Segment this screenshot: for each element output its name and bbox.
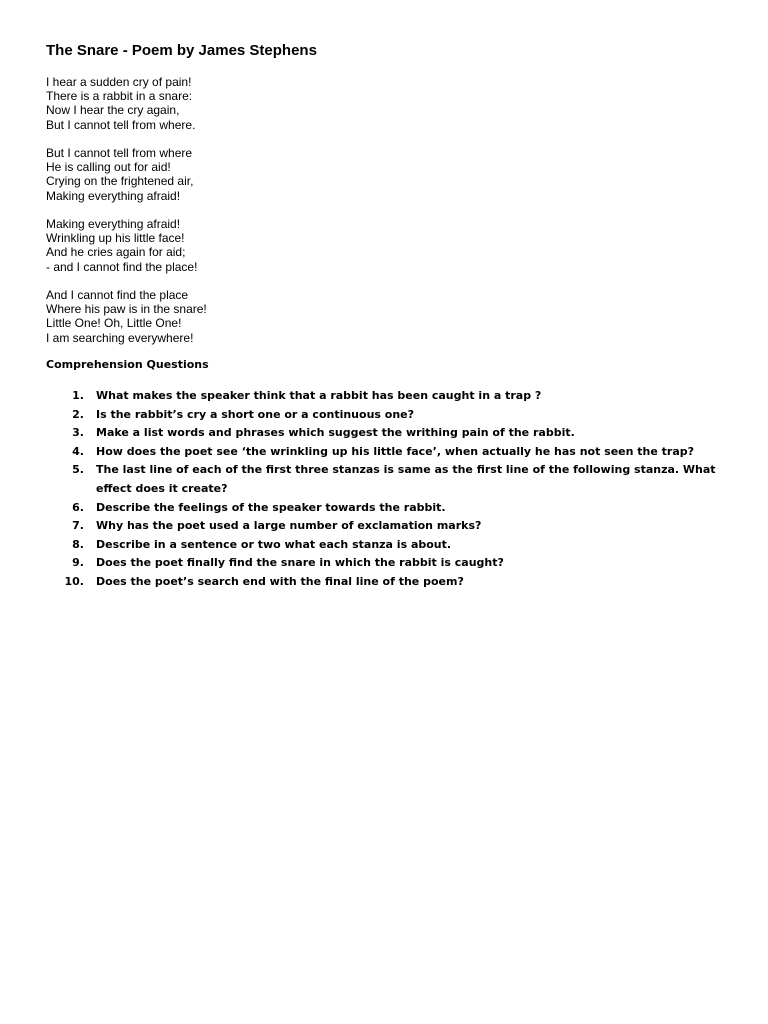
poem-line: Now I hear the cry again, [46, 103, 180, 118]
question-number-label: 10. [64, 574, 84, 588]
question-text: Why has the poet used a large number of exclamation marks? [96, 519, 482, 533]
poem-line: - and I cannot find the place! [46, 259, 198, 274]
questions-heading: Comprehension Questions [46, 358, 209, 371]
question-number-label: 6. [72, 500, 84, 514]
poem-line: He is calling out for aid! [46, 160, 171, 175]
question-number [46, 499, 96, 518]
question-number [46, 424, 96, 443]
question-item [46, 424, 716, 443]
page-title: The Snare - Poem by James Stephens [46, 42, 317, 59]
poem-body [46, 75, 726, 359]
poem-stanza [46, 288, 726, 345]
poem-line: And I cannot find the place [46, 288, 189, 302]
question-number [46, 536, 96, 555]
question-text: Does the poet finally find the snare in which the rabbit is caught? [96, 556, 504, 570]
poem-line: But I cannot tell from where. [46, 117, 196, 132]
question-item [46, 443, 716, 462]
question-text: Describe in a sentence or two what each stanza is about. [96, 537, 452, 551]
question-item [46, 517, 716, 536]
question-item [46, 536, 716, 555]
poem-line: Crying on the frightened air, [46, 174, 194, 189]
poem-line: Little One! Oh, Little One! [46, 316, 182, 331]
question-text: Make a list words and phrases which suggest the writhing pain of the rabbit. [96, 426, 575, 440]
question-item [46, 387, 716, 406]
poem-line: Wrinkling up his little face! [46, 231, 185, 246]
questions-list [46, 387, 716, 592]
poem-line: Where his paw is in the snare! [46, 302, 207, 317]
question-number [46, 517, 96, 536]
question-item [46, 554, 716, 573]
question-number [46, 406, 96, 425]
question-text: What makes the speaker think that a rabbit has been caught in a trap ? [96, 389, 542, 402]
question-number-label: 5. [72, 463, 84, 477]
question-number-label: 9. [72, 556, 84, 570]
question-item [46, 461, 716, 498]
question-text: Describe the feelings of the speaker towards the rabbit. [96, 500, 446, 514]
question-number-label: 8. [72, 537, 84, 551]
poem-line: There is a rabbit in a snare: [46, 89, 193, 104]
question-number [46, 387, 96, 406]
poem-line: I am searching everywhere! [46, 330, 194, 345]
question-item [46, 499, 716, 518]
poem-stanza [46, 217, 726, 274]
question-number [46, 573, 96, 592]
question-text: How does the poet see ‘the wrinkling up his little face’, when actually he has not seen the trap? [96, 444, 695, 458]
question-item [46, 573, 716, 592]
question-number-label: 1. [72, 389, 84, 402]
question-number [46, 443, 96, 462]
question-item [46, 406, 716, 425]
question-number-label: 7. [72, 519, 84, 533]
question-number-label: 4. [72, 444, 84, 458]
poem-line: I hear a sudden cry of pain! [46, 75, 192, 89]
question-text: Is the rabbit’s cry a short one or a continuous one? [96, 407, 415, 421]
question-number [46, 554, 96, 573]
question-text: Does the poet’s search end with the final line of the poem? [96, 574, 464, 588]
poem-line: Making everything afraid! [46, 217, 181, 231]
poem-line: And he cries again for aid; [46, 245, 186, 260]
question-number [46, 461, 96, 480]
question-text: The last line of each of the first three stanzas is same as the first line of the following stanza. What effect does it create? [96, 463, 716, 495]
poem-stanza [46, 146, 726, 203]
question-number-label: 3. [72, 426, 84, 440]
question-number-label: 2. [72, 407, 84, 421]
poem-line: Making everything afraid! [46, 188, 181, 203]
poem-stanza [46, 75, 726, 132]
poem-line: But I cannot tell from where [46, 146, 193, 160]
